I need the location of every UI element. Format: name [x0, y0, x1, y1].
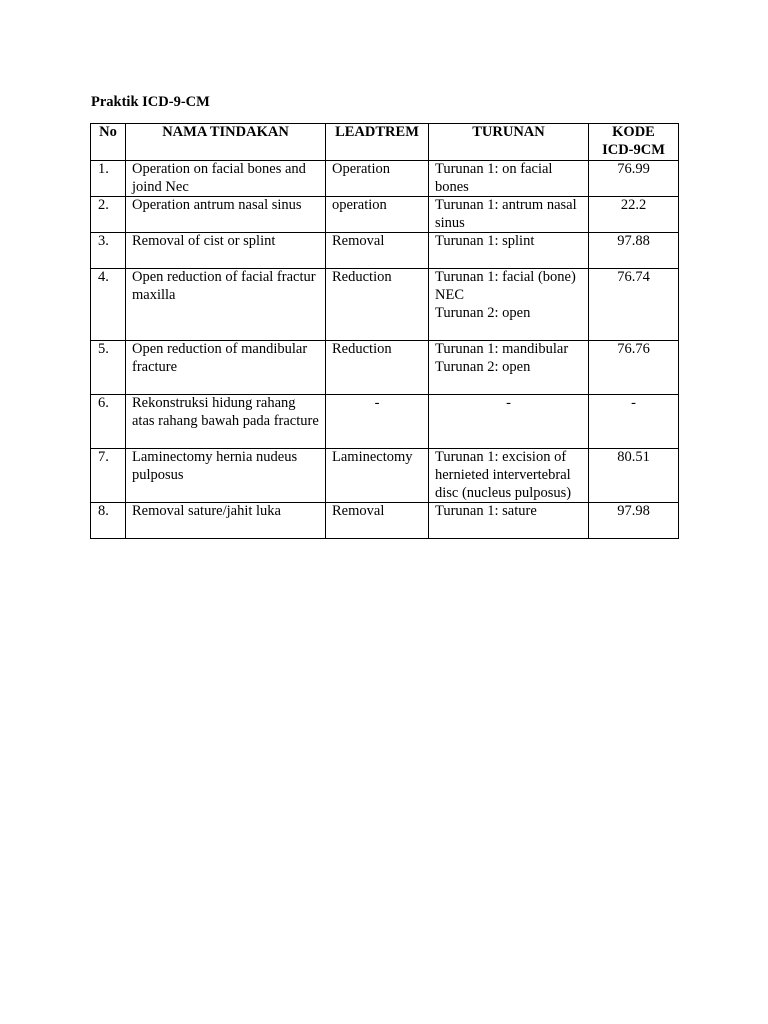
row-nama-tindakan: Removal of cist or splint [126, 233, 326, 269]
row-turunan: Turunan 1: excision of hernieted intervertebral disc (nucleus pulposus) [429, 449, 589, 503]
row-nama-tindakan: Open reduction of facial fractur maxilla [126, 269, 326, 341]
row-kode: 76.74 [589, 269, 679, 341]
table-row [91, 161, 679, 197]
header-leadtrem: LEADTREM [326, 124, 429, 161]
row-leadtrem: Laminectomy [326, 449, 429, 503]
row-leadtrem: Operation [326, 161, 429, 197]
row-no: 8. [91, 503, 126, 539]
table-header-row [91, 124, 679, 161]
row-turunan: Turunan 1: mandibular Turunan 2: open [429, 341, 589, 395]
row-nama-tindakan: Operation antrum nasal sinus [126, 197, 326, 233]
row-no: 7. [91, 449, 126, 503]
header-kode-icd: KODE ICD-9CM [589, 124, 679, 161]
table-row [91, 233, 679, 269]
row-kode: 80.51 [589, 449, 679, 503]
table-row [91, 395, 679, 449]
row-nama-tindakan: Rekonstruksi hidung rahang atas rahang bawah pada fracture [126, 395, 326, 449]
row-turunan: - [429, 395, 589, 449]
row-kode: 22.2 [589, 197, 679, 233]
row-kode: 97.98 [589, 503, 679, 539]
row-leadtrem: Removal [326, 233, 429, 269]
header-turunan: TURUNAN [429, 124, 589, 161]
row-nama-tindakan: Open reduction of mandibular fracture [126, 341, 326, 395]
row-turunan: Turunan 1: facial (bone) NEC Turunan 2: open [429, 269, 589, 341]
row-no: 1. [91, 161, 126, 197]
row-leadtrem: operation [326, 197, 429, 233]
header-no: No [91, 124, 126, 161]
row-kode: 76.76 [589, 341, 679, 395]
row-nama-tindakan: Operation on facial bones and joind Nec [126, 161, 326, 197]
row-turunan: Turunan 1: antrum nasal sinus [429, 197, 589, 233]
icd-table [90, 123, 679, 539]
row-no: 5. [91, 341, 126, 395]
row-leadtrem: Reduction [326, 269, 429, 341]
row-no: 2. [91, 197, 126, 233]
row-no: 4. [91, 269, 126, 341]
page-title: Praktik ICD-9-CM [91, 94, 210, 110]
table-row [91, 269, 679, 341]
row-turunan: Turunan 1: sature [429, 503, 589, 539]
row-turunan: Turunan 1: on facial bones [429, 161, 589, 197]
row-kode: 97.88 [589, 233, 679, 269]
row-nama-tindakan: Removal sature/jahit luka [126, 503, 326, 539]
row-no: 6. [91, 395, 126, 449]
row-leadtrem: Reduction [326, 341, 429, 395]
table-row [91, 503, 679, 539]
row-leadtrem: - [326, 395, 429, 449]
row-no: 3. [91, 233, 126, 269]
header-nama-tindakan: NAMA TINDAKAN [126, 124, 326, 161]
row-nama-tindakan: Laminectomy hernia nudeus pulposus [126, 449, 326, 503]
table-row [91, 197, 679, 233]
row-kode: - [589, 395, 679, 449]
table-row [91, 341, 679, 395]
row-leadtrem: Removal [326, 503, 429, 539]
row-turunan: Turunan 1: splint [429, 233, 589, 269]
row-kode: 76.99 [589, 161, 679, 197]
table-row [91, 449, 679, 503]
